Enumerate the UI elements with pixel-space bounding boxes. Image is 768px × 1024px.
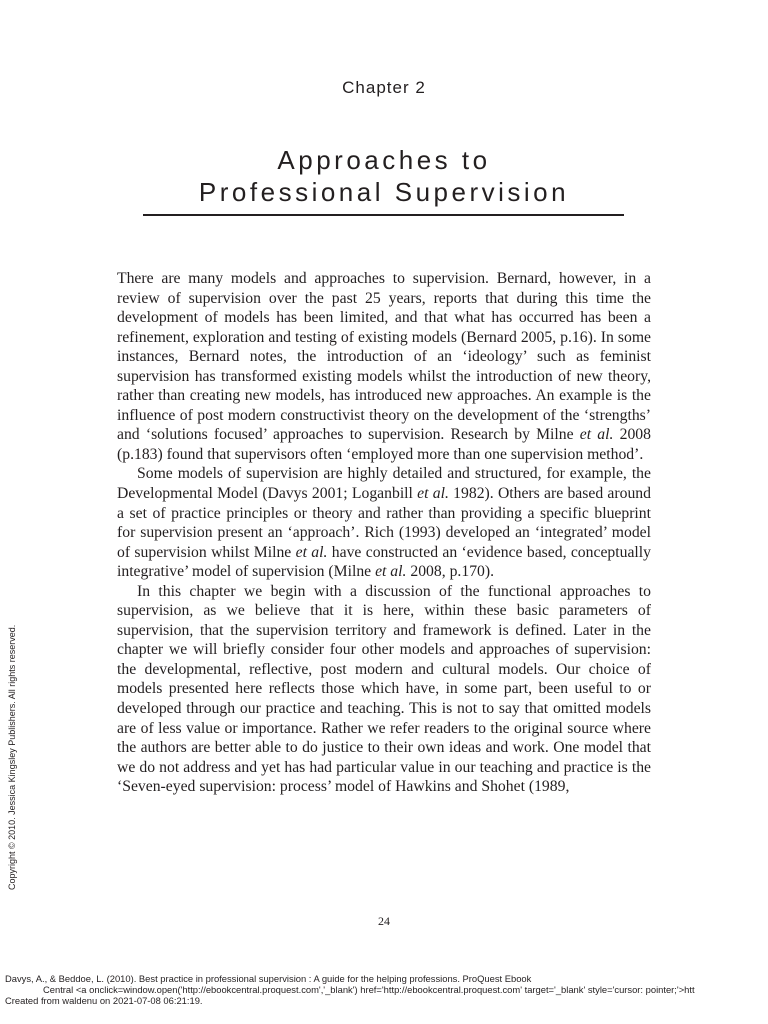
paragraph-2-et-al-2: et al. [295,543,328,561]
paragraph-1 [117,269,651,464]
paragraph-1-text-a: There are many models and approaches to supervision. Bernard, however, in a review of supervision over the past 25 years, reports that during this time the development of models has been limited, and that what has occurred has been a refinement, exploration and testing of existing models (Bernard 2005, p.16). In some instances, Bernard notes, the introduction of an ‘ideology’ such as feminist supervision has transformed existing models whilst the introduction of new theory, rather than creating new models, has introduced new approaches. An example is the influence of post modern constructivist theory on the development of the ‘strengths’ and ‘solutions focused’ approaches to supervision. Research by Milne [117,270,651,444]
chapter-title-line-1: Approaches to [277,145,491,175]
side-copyright-notice: Copyright © 2010. Jessica Kingsley Publishers. All rights reserved. [7,624,17,890]
paragraph-2-text-c: have constructed an ‘evidence based, conceptually integrative’ model of supervision (Milne [117,543,651,581]
footer-citation-line: Davys, A., & Beddoe, L. (2010). Best practice in professional supervision : A guide for the helping professions. ProQuest Ebook [5,973,532,984]
page-number: 24 [378,914,390,928]
paragraph-1-et-al: et al. [579,426,614,444]
paragraph-3: In this chapter we begin with a discussion of the functional approaches to supervision, as we believe that it is here, within these basic parameters of supervision, that the supervision territory and framework is defined. Later in the chapter we will briefly consider four other models and approaches of supervision: the developmental, reflective, post modern and cultural models. Our choice of models presented here reflects those which have, in some part, been useful to or developed through our practice and teaching. This is not to say that omitted models are of less value or importance. Rather we refer readers to the original source where the authors are better able to do justice to their own ideas and work. One model that we do not address and yet has had particular value in our teaching and practice is the ‘Seven-eyed supervision: process’ model of Hawkins and Shohet (1989, [117,582,651,796]
chapter-label: Chapter 2 [342,78,426,97]
footer-link-line[interactable]: Central <a onclick=window.open('http://ebookcentral.proquest.com','_blank') href='http://ebookcentral.proquest.com' target='_blank' style='cursor: pointer;'>htt [43,984,695,995]
body-text [117,269,651,797]
paragraph-2-text-a: Some models of supervision are highly detailed and structured, for example, the Developmental Model (Davys 2001; Loganbill [117,465,651,503]
paragraph-2-text-b: 1982). Others are based around a set of practice principles or theory and rather than providing a specific blueprint for supervision present an ‘approach’. Rich (1993) developed an ‘integrated’ model of supervision whilst Milne [117,485,651,561]
paragraph-2-text-d: 2008, p.170). [406,563,495,581]
chapter-title [0,144,768,208]
chapter-title-line-2: Professional Supervision [198,177,570,207]
footer-created-line: Created from waldenu on 2021-07-08 06:21:19. [5,995,203,1006]
paragraph-2 [117,464,651,581]
title-rule [143,214,624,216]
citation-footer [5,973,768,1006]
paragraph-1-text-b: 2008 (p.183) found that supervisors often ‘employed more than one supervision method’. [117,426,651,463]
paragraph-2-et-al-3: et al. [375,563,407,581]
paragraph-2-et-al-1: et al. [417,485,449,503]
